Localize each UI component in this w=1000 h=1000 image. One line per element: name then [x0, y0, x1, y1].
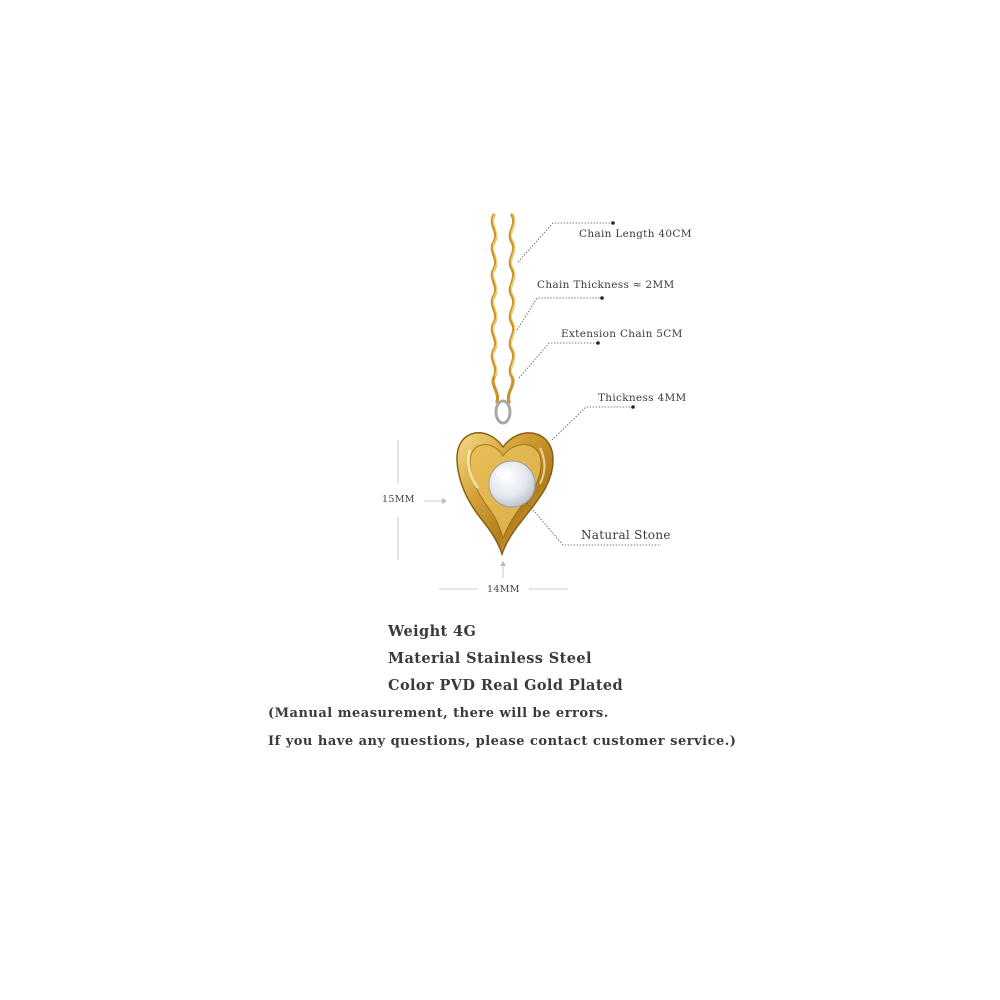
chain-length-label: Chain Length 40CM	[579, 228, 692, 240]
height-dimension-label: 15MM	[382, 494, 415, 505]
heart-pendant	[457, 433, 553, 554]
thickness-label: Thickness 4MM	[598, 392, 687, 404]
natural-stone	[489, 461, 535, 507]
extension-chain-label: Extension Chain 5CM	[561, 328, 683, 340]
weight-spec: Weight 4G	[388, 623, 477, 640]
jump-ring	[496, 401, 510, 423]
color-spec: Color PVD Real Gold Plated	[388, 677, 624, 694]
material-spec: Material Stainless Steel	[388, 650, 592, 667]
callout-dots	[596, 221, 635, 409]
measurement-note: (Manual measurement, there will be errors.	[268, 706, 609, 721]
chain	[492, 214, 514, 402]
natural-stone-label: Natural Stone	[581, 528, 671, 542]
width-dimension-label: 14MM	[487, 584, 520, 595]
contact-note: If you have any questions, please contact customer service.)	[268, 734, 737, 749]
chain-thickness-label: Chain Thickness ≈ 2MM	[537, 279, 675, 291]
